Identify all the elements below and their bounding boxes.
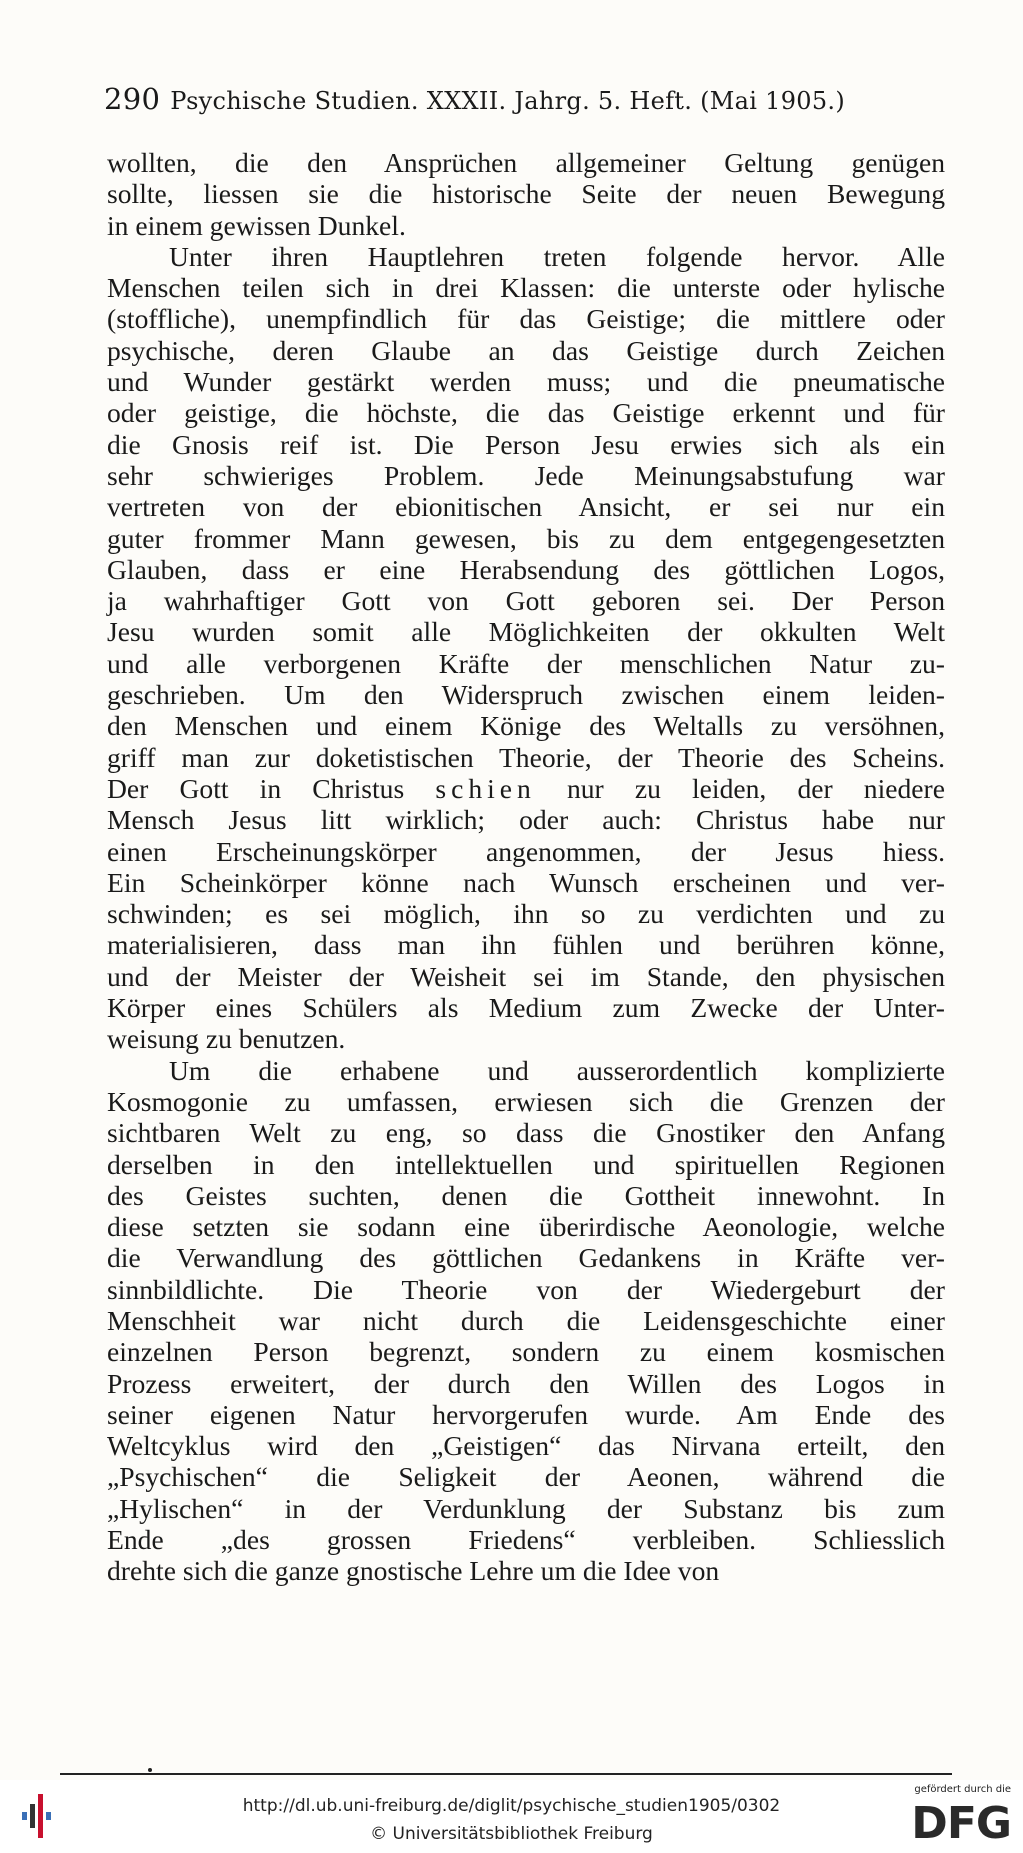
running-title: Psychische Studien. XXXII. Jahrg. 5. Heft. (Mai 1905.)	[170, 87, 845, 115]
text-line: drehte sich die ganze gnostische Lehre um die Idee von	[107, 1555, 720, 1587]
text-line: derselben in den intellektuellen und spirituellen Regionen	[107, 1148, 945, 1180]
text-line: die Gnosis reif ist. Die Person Jesu erwies sich als ein	[107, 428, 945, 460]
text-line: und Wunder gestärkt werden muss; und die pneumatische	[107, 366, 945, 398]
text-line: Jesu wurden somit alle Möglichkeiten der okkulten Welt	[107, 616, 945, 648]
text-line: Menschheit war nicht durch die Leidensgeschichte einer	[107, 1304, 945, 1336]
page-bottom-rule	[60, 1773, 952, 1775]
text-line: Mensch Jesus litt wirklich; oder auch: Christus habe nur	[107, 804, 945, 836]
text-line: Der Gott in Christus schien nur zu leiden, der niedere	[107, 772, 945, 804]
text-line: Um die erhabene und ausserordentlich komplizierte	[169, 1054, 945, 1086]
page-rule-mark	[148, 1768, 152, 1772]
text-line: geschrieben. Um den Widerspruch zwischen einem leiden-	[107, 679, 945, 711]
text-line: sollte, liessen sie die historische Seite der neuen Bewegung	[107, 178, 945, 210]
text-line: Ein Scheinkörper könne nach Wunsch erscheinen und ver-	[107, 866, 945, 898]
text-line: Ende „des grossen Friedens“ verbleiben. Schliesslich	[107, 1524, 945, 1556]
text-line: schwinden; es sei möglich, ihn so zu verdichten und zu	[107, 898, 945, 930]
page-number: 290	[104, 82, 161, 116]
copyright-notice: © Universitätsbibliothek Freiburg	[370, 1824, 653, 1844]
text-line: Glauben, dass er eine Herabsendung des göttlichen Logos,	[107, 553, 945, 585]
text-line: sehr schwieriges Problem. Jede Meinungsabstufung war	[107, 459, 945, 491]
text-line: oder geistige, die höchste, die das Geistige erkennt und für	[107, 397, 945, 429]
text-line: sichtbaren Welt zu eng, so dass die Gnostiker den Anfang	[107, 1117, 945, 1149]
text-line: „Psychischen“ die Seligkeit der Aeonen, während die	[107, 1461, 945, 1493]
dfg-logo: DFG	[911, 1798, 1011, 1849]
text-line: guter frommer Mann gewesen, bis zu dem entgegengesetzten	[107, 522, 945, 554]
text-line: wollten, die den Ansprüchen allgemeiner Geltung genügen	[107, 147, 945, 178]
text-line: seiner eigenen Natur hervorgerufen wurde. Am Ende des	[107, 1398, 945, 1430]
text-line: Unter ihren Hauptlehren treten folgende hervor. Alle	[169, 240, 945, 272]
running-header	[104, 82, 884, 116]
text-line: diese setzten sie sodann eine überirdische Aeonologie, welche	[107, 1211, 945, 1243]
text-line: sinnbildlichte. Die Theorie von der Wiedergeburt der	[107, 1273, 945, 1305]
sponsor-caption: gefördert durch die	[914, 1784, 1011, 1795]
text-line: in einem gewissen Dunkel.	[107, 209, 406, 241]
footer	[0, 1780, 1023, 1853]
text-line: des Geistes suchten, denen die Gottheit innewohnt. In	[107, 1179, 945, 1211]
text-line: „Hylischen“ in der Verdunklung der Substanz bis zum	[107, 1492, 945, 1524]
text-line: ja wahrhaftiger Gott von Gott geboren sei. Der Person	[107, 585, 945, 617]
text-line: Prozess erweitert, der durch den Willen des Logos in	[107, 1367, 945, 1399]
text-line: Weltcyklus wird den „Geistigen“ das Nirvana erteilt, den	[107, 1430, 945, 1462]
text-line: die Verwandlung des göttlichen Gedankens in Kräfte ver-	[107, 1242, 945, 1274]
text-line: Körper eines Schülers als Medium zum Zwecke der Unter-	[107, 992, 945, 1024]
emphasized-word: schien	[435, 772, 536, 804]
text-line: vertreten von der ebionitischen Ansicht, er sei nur ein	[107, 491, 945, 523]
text-line: weisung zu benutzen.	[107, 1023, 346, 1055]
dfg-sponsor	[891, 1784, 1011, 1850]
text-line: einen Erscheinungskörper angenommen, der Jesus hiess.	[107, 835, 945, 867]
text-line: griff man zur doketistischen Theorie, der Theorie des Scheins.	[107, 741, 945, 773]
text-line: Kosmogonie zu umfassen, erwiesen sich die Grenzen der	[107, 1085, 945, 1117]
text-line: psychische, deren Glaube an das Geistige durch Zeichen	[107, 334, 945, 366]
text-line: Menschen teilen sich in drei Klassen: die unterste oder hylische	[107, 272, 945, 304]
text-line: und alle verborgenen Kräfte der menschlichen Natur zu-	[107, 647, 945, 679]
text-line: materialisieren, dass man ihn fühlen und berühren könne,	[107, 929, 945, 961]
text-line: den Menschen und einem Könige des Weltalls zu versöhnen,	[107, 710, 945, 742]
text-line: einzelnen Person begrenzt, sondern zu einem kosmischen	[107, 1336, 945, 1368]
text-line: (stoffliche), unempfindlich für das Geistige; die mittlere oder	[107, 303, 945, 335]
body-text	[107, 147, 945, 1587]
source-url-link[interactable]: http://dl.ub.uni-freiburg.de/diglit/psychische_studien1905/0302	[242, 1796, 781, 1816]
text-line: und der Meister der Weisheit sei im Stande, den physischen	[107, 960, 945, 992]
